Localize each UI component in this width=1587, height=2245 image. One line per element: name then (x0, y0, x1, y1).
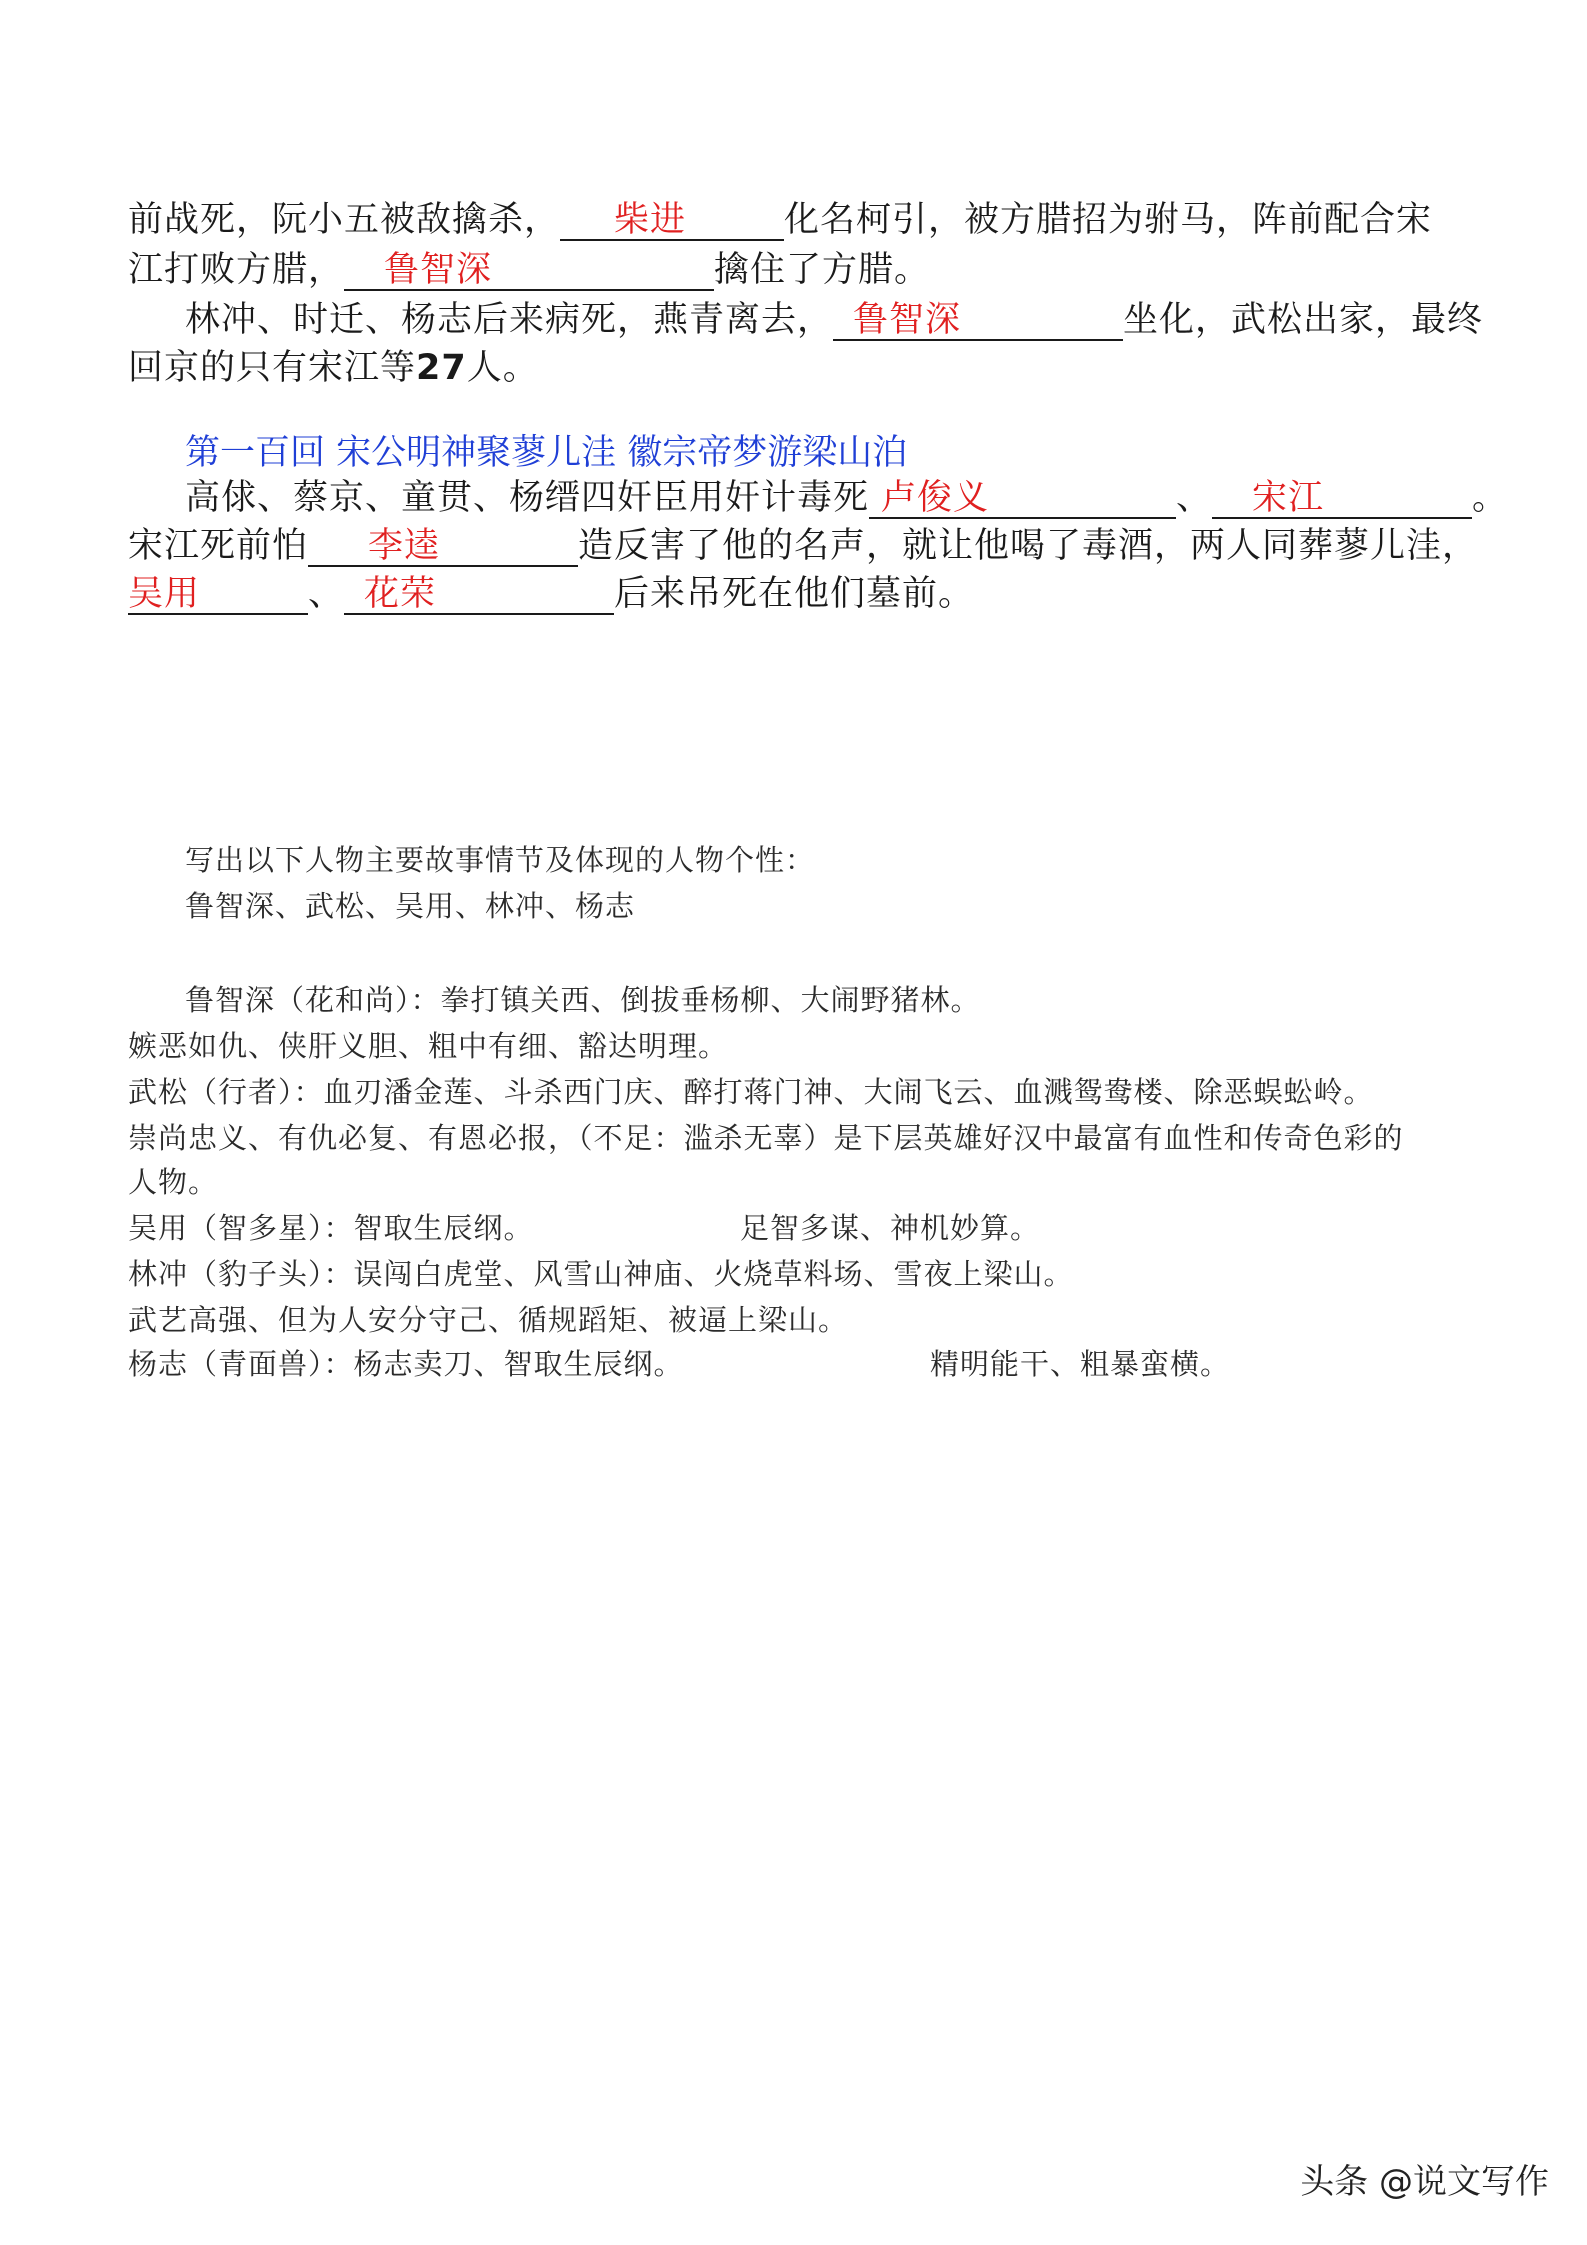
wusong-trait-2: 人物。 (128, 1165, 219, 1199)
wuyong-plot: 吴用（智多星）：智取生辰纲。 (128, 1211, 534, 1245)
text: 、 (308, 574, 345, 614)
text: 宋江死前怕 (128, 526, 309, 566)
answer-blank: 卢俊义 (869, 480, 1176, 519)
yangzhi-trait: 精明能干、粗暴蛮横。 (930, 1347, 1231, 1381)
text: 坐化，武松出家，最终 (1123, 300, 1484, 340)
answer-blank: 鲁智深 (833, 302, 1123, 341)
linchong-trait: 武艺高强、但为人安分守己、循规蹈矩、被逼上梁山。 (128, 1303, 849, 1337)
text: 化名柯引，被方腊招为驸马，阵前配合宋 (784, 200, 1433, 240)
answer-blank: 柴进 (596, 202, 784, 241)
para1-line1 (128, 192, 1432, 242)
para3-line1 (185, 470, 1508, 520)
wusong-plot: 武松（行者）：血刃潘金莲、斗杀西门庆、醉打蒋门神、大闹飞云、血溅鸳鸯楼、除恶蜈蚣岭。 (128, 1075, 1374, 1109)
task-names: 鲁智深、武松、吴用、林冲、杨志 (185, 889, 636, 923)
luzhishen-plot: 鲁智深（花和尚）：拳打镇关西、倒拔垂杨柳、大闹野猪林。 (185, 983, 981, 1017)
answer-blank: 鲁智深 (344, 252, 714, 291)
luzhishen-trait: 嫉恶如仇、侠肝义胆、粗中有细、豁达明理。 (128, 1029, 729, 1063)
blank (560, 202, 596, 241)
answer-blank: 吴用 (128, 576, 308, 615)
task-prompt: 写出以下人物主要故事情节及体现的人物个性： (185, 843, 816, 877)
text: 江打败方腊， (128, 250, 345, 290)
para1-line2 (128, 242, 930, 292)
number: 27 (416, 348, 467, 388)
text: 林冲、时迁、杨志后来病死，燕青离去， (185, 300, 834, 340)
text: 擒住了方腊。 (714, 250, 931, 290)
chapter-title: 第一百回 宋公明神聚蓼儿洼 徽宗帝梦游梁山泊 (185, 433, 908, 473)
answer-blank: 花荣 (344, 576, 614, 615)
yangzhi-plot: 杨志（青面兽）：杨志卖刀、智取生辰纲。 (128, 1347, 684, 1381)
linchong-plot: 林冲（豹子头）：误闯白虎堂、风雪山神庙、火烧草料场、雪夜上梁山。 (128, 1257, 1074, 1291)
text: 、 (1176, 478, 1213, 518)
answer-blank: 宋江 (1212, 480, 1472, 519)
text: 。 (1472, 478, 1509, 518)
para2-line1 (185, 292, 1483, 342)
wuyong-trait: 足智多谋、神机妙算。 (740, 1211, 1041, 1245)
answer-blank: 李逵 (308, 528, 578, 567)
text: 人。 (466, 348, 539, 388)
para2-line2 (128, 340, 539, 390)
para3-line3 (128, 566, 974, 616)
text: 回京的只有宋江等 (128, 348, 417, 388)
para3-line2 (128, 518, 1478, 568)
wusong-trait-1: 崇尚忠义、有仇必复、有恩必报，（不足：滥杀无辜）是下层英雄好汉中最富有血性和传奇色彩的 (128, 1121, 1404, 1155)
watermark: 头条 @说文写作 (1300, 2162, 1549, 2202)
text: 后来吊死在他们墓前。 (614, 574, 975, 614)
text: 前战死，阮小五被敌擒杀， (128, 200, 561, 240)
text: 高俅、蔡京、童贯、杨缙四奸臣用奸计毒死 (185, 478, 870, 518)
text: 造反害了他的名声，就让他喝了毒酒，两人同葬蓼儿洼， (578, 526, 1479, 566)
